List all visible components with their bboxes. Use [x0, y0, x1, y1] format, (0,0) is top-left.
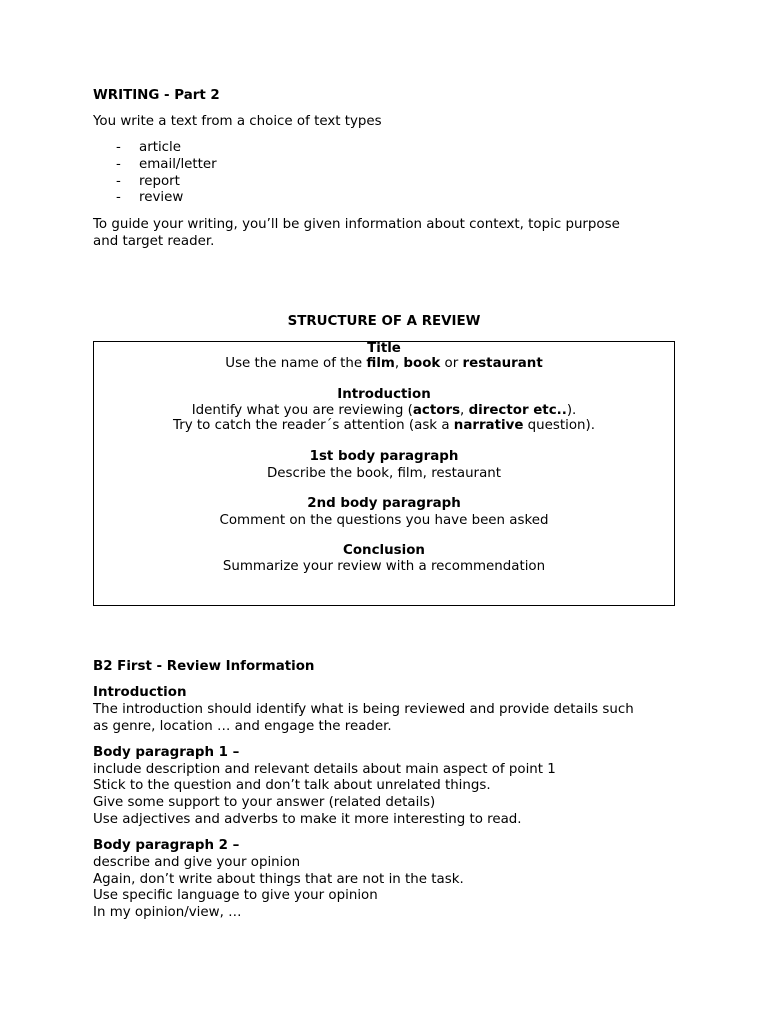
b2-intro-line-1: The introduction should identify what is being reviewed and provide details such [93, 702, 634, 717]
list-bullet: - [116, 157, 121, 172]
guide-text-line-2: and target reader. [93, 234, 215, 249]
section-heading-writing: WRITING - Part 2 [93, 88, 220, 103]
b2-body1-label: Body paragraph 1 – [93, 745, 240, 760]
guide-text-line-1: To guide your writing, you’ll be given information about context, topic purpose [93, 217, 620, 232]
b2-body1-line: Stick to the question and don’t talk about unrelated things. [93, 778, 491, 793]
b2-body1-line: Give some support to your answer (related details) [93, 795, 436, 810]
structure-body2-text: Comment on the questions you have been asked [219, 513, 549, 528]
structure-body1-text: Describe the book, film, restaurant [266, 466, 502, 481]
b2-body2-line: In my opinion/view, … [93, 905, 242, 920]
list-bullet: - [116, 190, 121, 205]
structure-conclusion-label: Conclusion [343, 543, 425, 558]
list-item-label: report [139, 174, 180, 189]
list-item-label: email/letter [139, 157, 217, 172]
b2-intro-line-2: as genre, location … and engage the reader. [93, 719, 392, 734]
b2-body2-line: describe and give your opinion [93, 855, 301, 870]
b2-body2-label: Body paragraph 2 – [93, 838, 240, 853]
structure-intro-line-2: Try to catch the reader´s attention (ask a narrative question). [172, 418, 595, 433]
list-item-label: review [139, 190, 184, 205]
structure-title-text: Use the name of the film, book or restaurant [225, 356, 543, 371]
structure-body1-label: 1st body paragraph [309, 449, 459, 464]
structure-intro-label: Introduction [337, 387, 431, 402]
structure-heading: STRUCTURE OF A REVIEW [287, 314, 481, 329]
list-bullet: - [116, 140, 121, 155]
b2-intro-label: Introduction [93, 685, 187, 700]
b2-body1-line: Use adjectives and adverbs to make it more interesting to read. [93, 812, 522, 827]
b2-body1-line: include description and relevant details about main aspect of point 1 [93, 762, 556, 777]
structure-body2-label: 2nd body paragraph [307, 496, 461, 511]
intro-text: You write a text from a choice of text types [93, 114, 382, 129]
b2-heading: B2 First - Review Information [93, 659, 315, 674]
structure-intro-line-1: Identify what you are reviewing (actors, director etc..). [191, 403, 577, 418]
b2-body2-line: Again, don’t write about things that are not in the task. [93, 872, 464, 887]
b2-body2-line: Use specific language to give your opinion [93, 888, 378, 903]
structure-conclusion-text: Summarize your review with a recommendation [222, 559, 546, 574]
list-bullet: - [116, 174, 121, 189]
list-item-label: article [139, 140, 182, 155]
structure-title-label: Title [367, 341, 401, 356]
